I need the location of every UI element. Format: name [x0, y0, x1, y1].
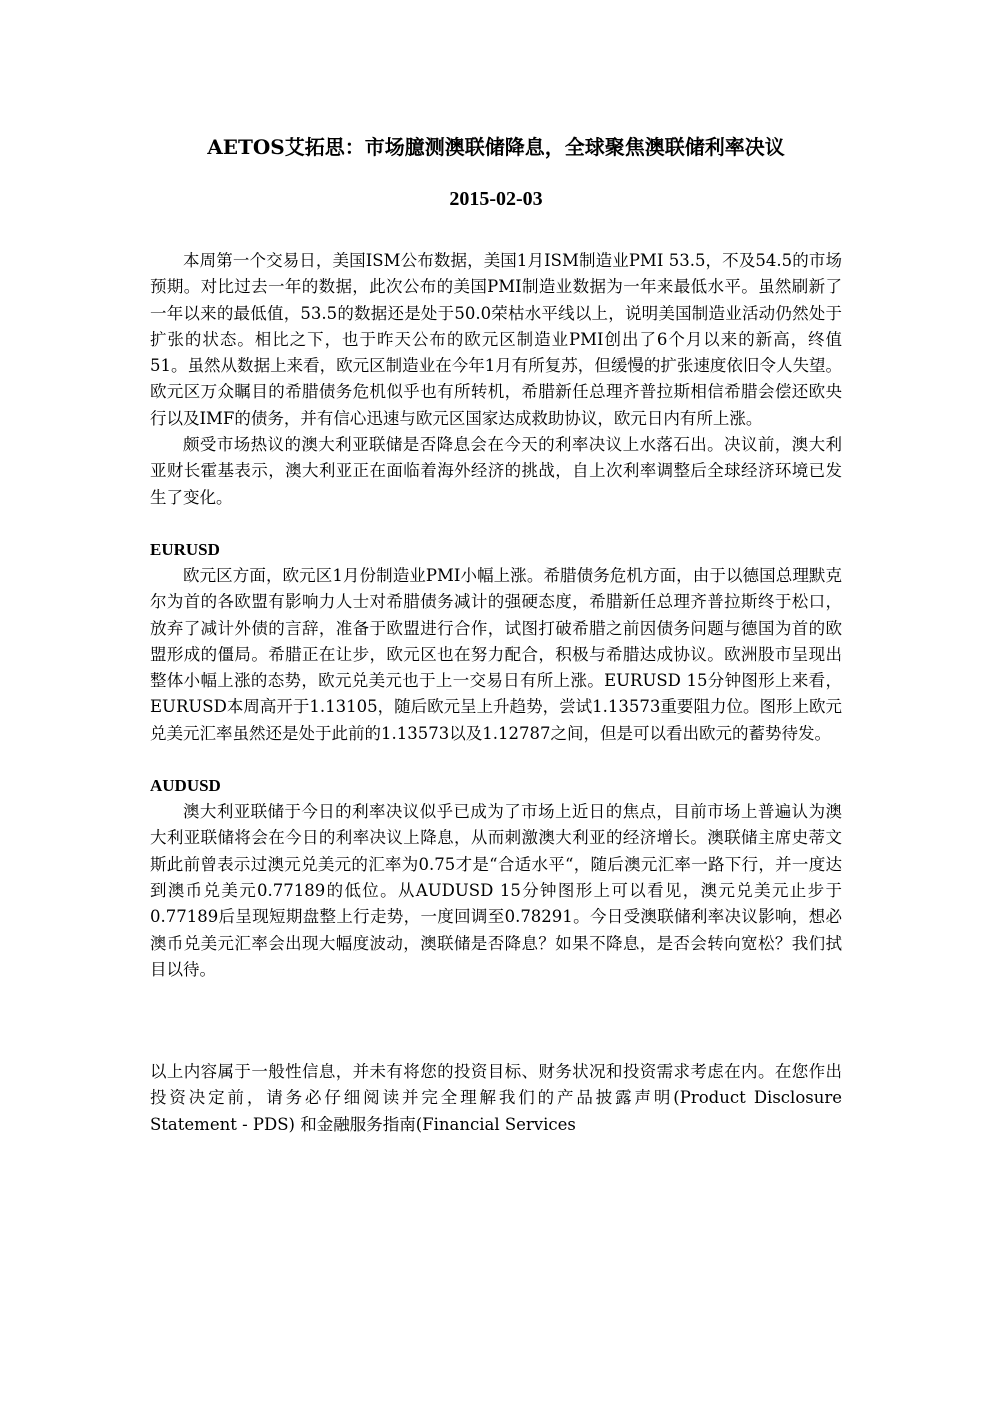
document-body: [150, 248, 842, 1138]
spacer: [150, 511, 842, 537]
spacer: [150, 983, 842, 1059]
section-heading-audusd: AUDUSD: [150, 776, 221, 796]
section-paragraph-eurusd: 欧元区方面，欧元区1月份制造业PMI小幅上涨。希腊债务危机方面，由于以德国总理默克尔为首的各欧盟有影响力人士对希腊债务减计的强硬态度，希腊新任总理齐普拉斯终于松口，放弃了减计外债的言辞，准备于欧盟进行合作，试图打破希腊之前因债务问题与德国为首的欧盟形成的僵局。希腊正在让步，欧元区也在努力配合，积极与希腊达成协议。欧洲股市呈现出整体小幅上涨的态势，欧元兑美元也于上一交易日有所上涨。EURUSD 15分钟图形上来看，EURUSD本周高开于1.13105，随后欧元呈上升趋势，尝试1.13573重要阻力位。图形上欧元兑美元汇率虽然还是处于此前的1.13573以及1.12787之间，但是可以看出欧元的蓄势待发。: [150, 565, 842, 743]
section-heading-eurusd: EURUSD: [150, 539, 220, 559]
document-date: 2015-02-03: [449, 188, 543, 210]
spacer: [150, 747, 842, 773]
disclaimer-paragraph: 以上内容属于一般性信息，并未有将您的投资目标、财务状况和投资需求考虑在内。在您作出投资决定前，请务必仔细阅读并完全理解我们的产品披露声明(Product Disclosure Statement - PDS) 和金融服务指南(Financial Services: [150, 1062, 842, 1134]
document-title: AETOS艾拓思：市场臆测澳联储降息，全球聚焦澳联储利率决议: [207, 135, 785, 159]
intro-paragraph-2: 颇受市场热议的澳大利亚联储是否降息会在今天的利率决议上水落石出。决议前，澳大利亚财长霍基表示，澳大利亚正在面临着海外经济的挑战，自上次利率调整后全球经济环境已发生了变化。: [150, 435, 842, 507]
intro-paragraph-1: 本周第一个交易日，美国ISM公布数据，美国1月ISM制造业PMI 53.5，不及54.5的市场预期。对比过去一年的数据，此次公布的美国PMI制造业数据为一年来最低水平。虽然刷新了一年以来的最低值，53.5的数据还是处于50.0荣枯水平线以上，说明美国制造业活动仍然处于扩张的状态。相比之下，也于昨天公布的欧元区制造业PMI创出了6个月以来的新高，终值51。虽然从数据上来看，欧元区制造业在今年1月有所复苏，但缓慢的扩张速度依旧令人失望。欧元区万众瞩目的希腊债务危机似乎也有所转机，希腊新任总理齐普拉斯相信希腊会偿还欧央行以及IMF的债务，并有信心迅速与欧元区国家达成救助协议，欧元日内有所上涨。: [150, 251, 842, 428]
section-paragraph-audusd: 澳大利亚联储于今日的利率决议似乎已成为了市场上近日的焦点，目前市场上普遍认为澳大利亚联储将会在今日的利率决议上降息，从而刺激澳大利亚的经济增长。澳联储主席史蒂文斯此前曾表示过澳元兑美元的汇率为0.75才是“合适水平“，随后澳元汇率一路下行，并一度达到澳币兑美元0.77189的低位。从AUDUSD 15分钟图形上可以看见，澳元兑美元止步于0.77189后呈现短期盘整上行走势，一度回调至0.78291。今日受澳联储利率决议影响，想必澳币兑美元汇率会出现大幅度波动，澳联储是否降息？如果不降息，是否会转向宽松？我们拭目以待。: [150, 802, 842, 979]
